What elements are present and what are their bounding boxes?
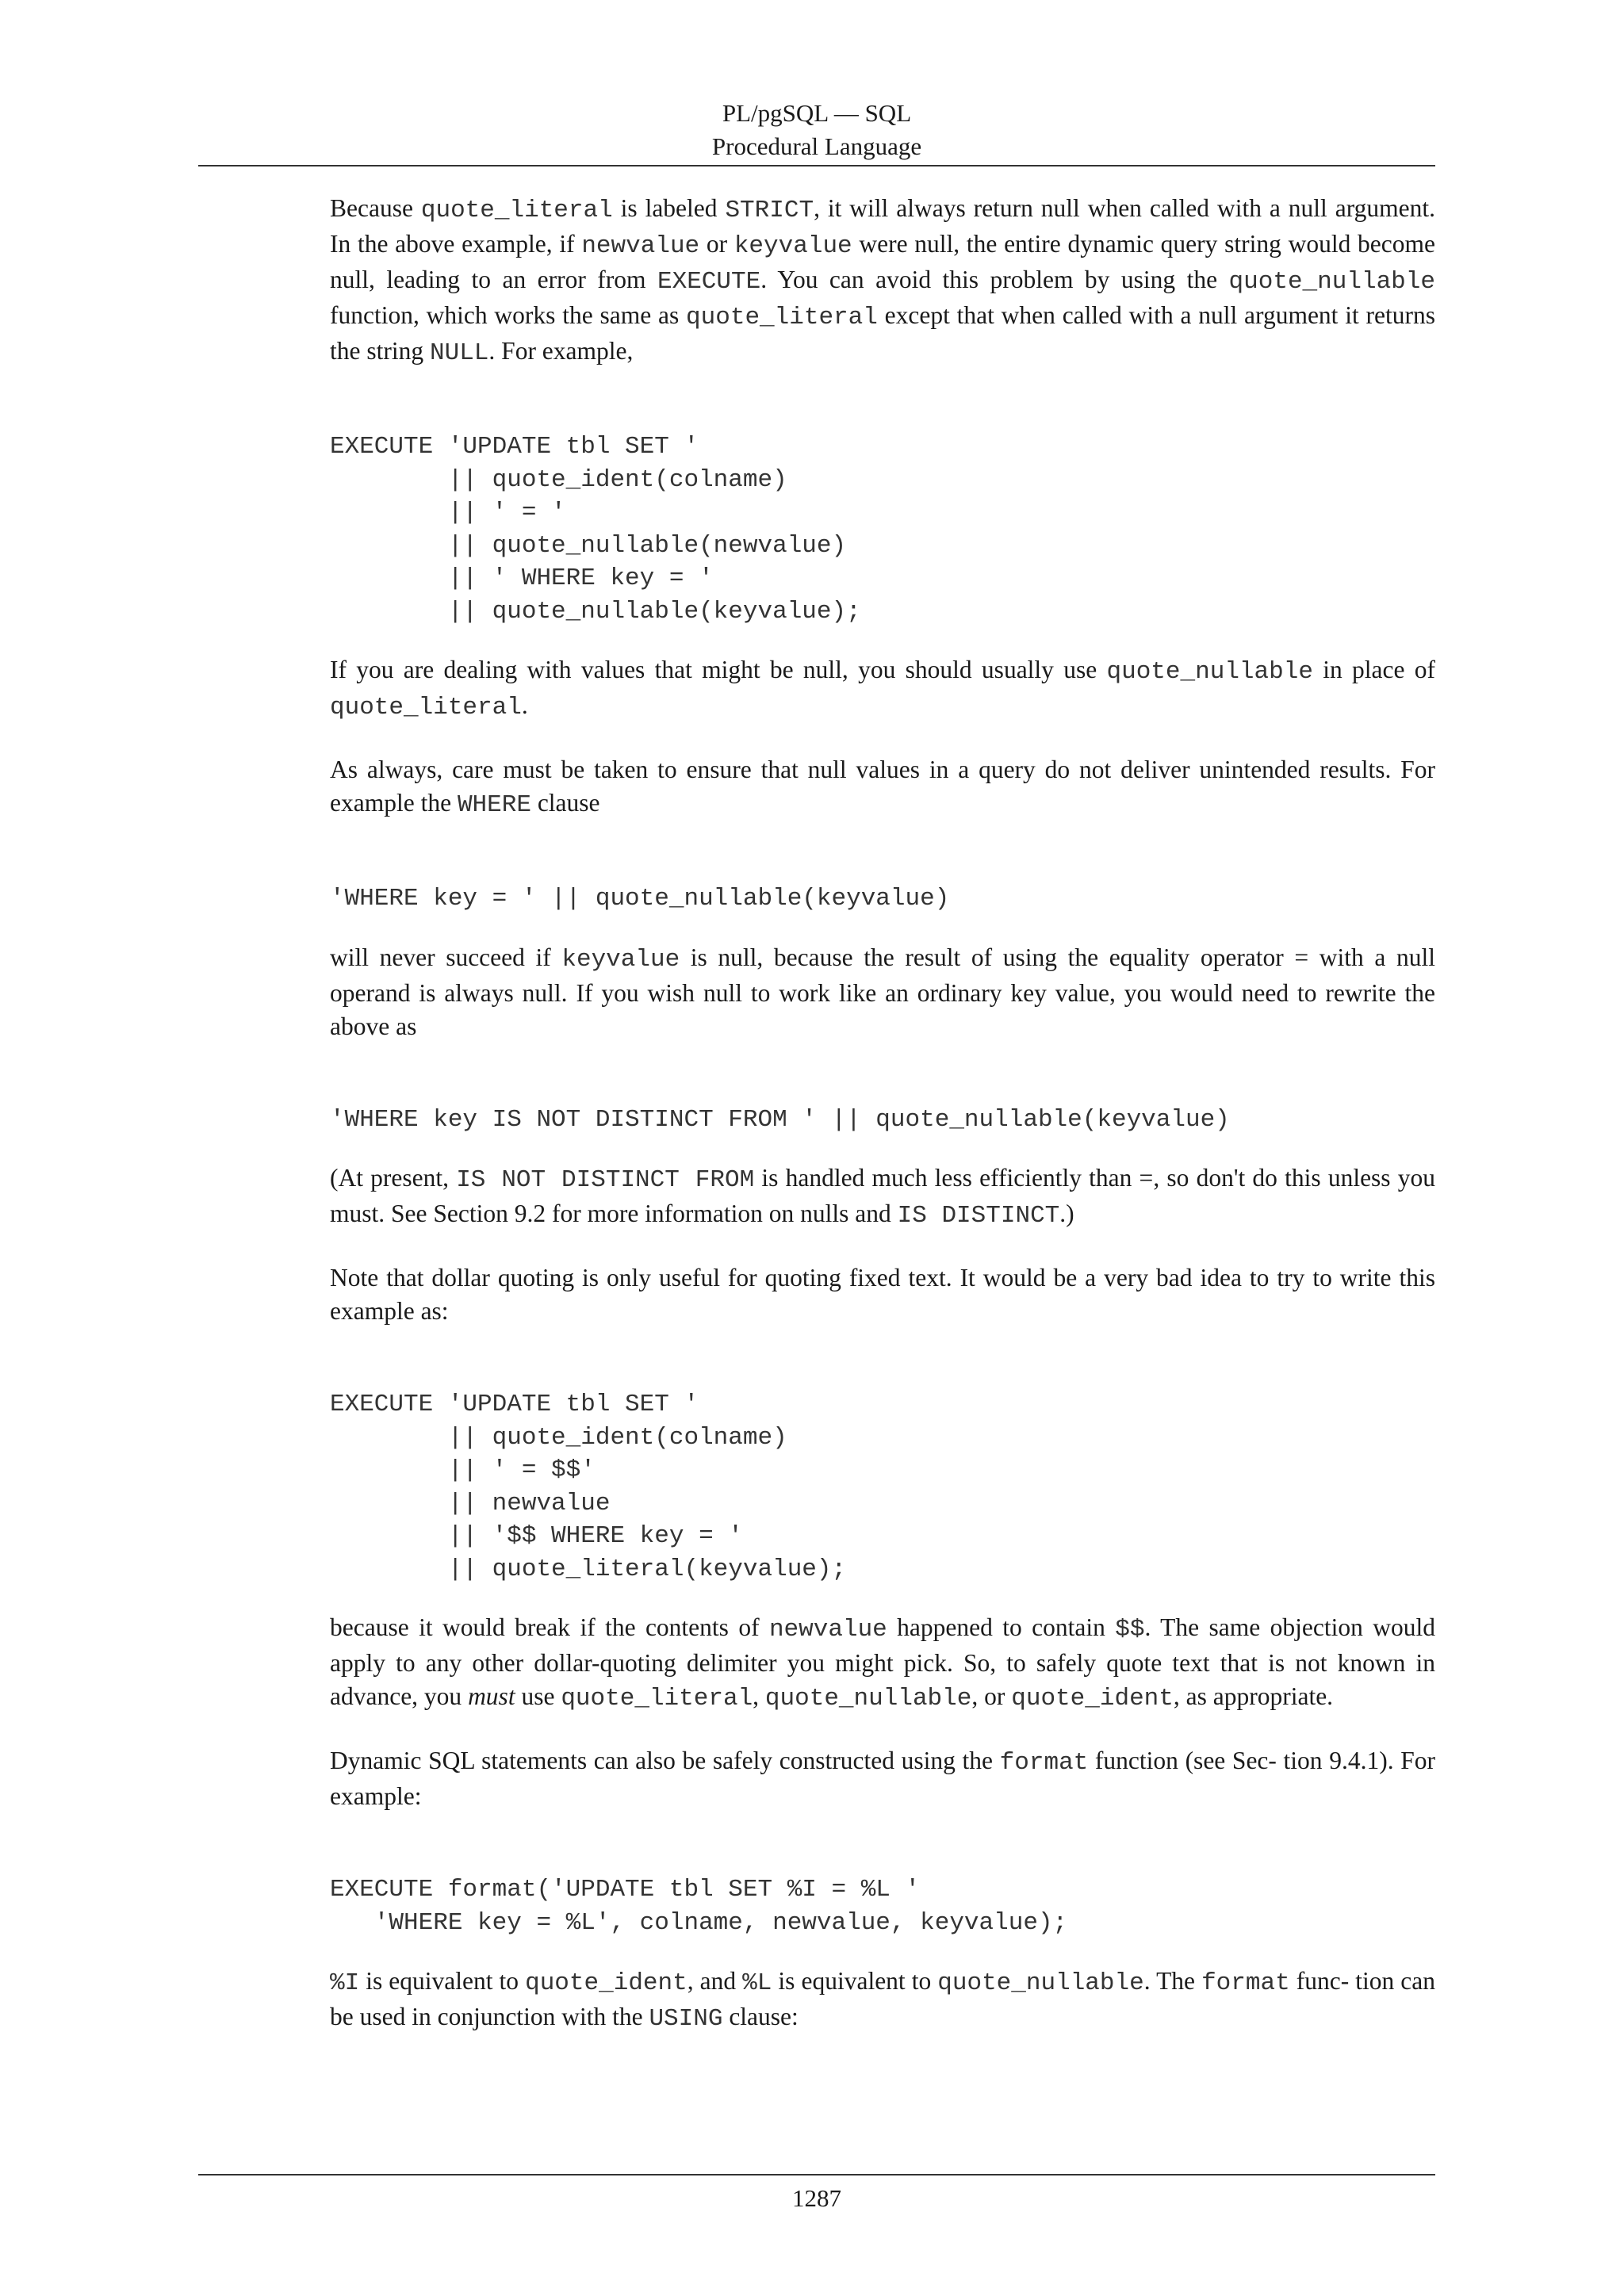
paragraph-strict-null <box>330 192 1435 370</box>
inline-code: format <box>999 1749 1089 1777</box>
inline-code: %I <box>330 1969 360 1997</box>
text: , as appropriate. <box>1173 1682 1334 1710</box>
inline-code: quote_nullable <box>1228 268 1435 296</box>
code-block-dollar-quoting: EXECUTE 'UPDATE tbl SET ' || quote_ident(colname) || ' = $$' || newvalue || '$$ WHERE key = ' || quote_literal(keyvalue); <box>330 1391 847 1583</box>
text: will never succeed if <box>330 943 562 971</box>
inline-code: quote_literal <box>561 1685 753 1712</box>
inline-code: NULL <box>430 339 489 367</box>
text: , it will always return null when called with a null argument. In the above example, if <box>330 194 1435 258</box>
header-rule <box>198 165 1435 166</box>
text: , or <box>971 1682 1012 1710</box>
inline-code: STRICT <box>725 197 814 224</box>
inline-code: newvalue <box>768 1616 887 1644</box>
text: .) <box>1059 1200 1074 1227</box>
text: (At present, <box>330 1164 457 1192</box>
header-title-line1: PL/pgSQL — SQL <box>722 99 912 127</box>
inline-code: quote_nullable <box>937 1969 1144 1997</box>
paragraph-break-contents <box>330 1611 1435 1716</box>
paragraph-dollar-quoting <box>330 1261 1435 1328</box>
text: Note that dollar quoting is only useful for quoting fixed text. It would be a very bad idea to try to write this example as: <box>330 1264 1435 1325</box>
text: clause: <box>722 2003 799 2030</box>
code-block-format: EXECUTE format('UPDATE tbl SET %I = %L ' 'WHERE key = %L', colname, newvalue, keyvalue); <box>330 1876 1068 1937</box>
inline-code: USING <box>649 2005 723 2033</box>
text: Because <box>330 194 421 222</box>
code-block-where-clause: 'WHERE key = ' || quote_nullable(keyvalue) <box>330 885 950 913</box>
text: func- tion can be used in conjunction with the <box>330 1967 1435 2030</box>
text: or <box>699 230 734 258</box>
header-title-line2: Procedural Language <box>711 132 922 160</box>
text: , and <box>687 1967 743 1995</box>
inline-code: quote_nullable <box>1106 658 1313 686</box>
paragraph-at-present <box>330 1161 1435 1233</box>
text: is equivalent to <box>359 1967 526 1995</box>
text: function (see Sec- tion 9.4.1). For example: <box>330 1747 1435 1810</box>
inline-code: quote_literal <box>686 304 878 331</box>
text: is equivalent to <box>772 1967 938 1995</box>
inline-code: keyvalue <box>561 945 680 974</box>
inline-code: IS DISTINCT <box>897 1202 1060 1230</box>
inline-code: format <box>1201 1969 1290 1997</box>
text: As always, care must be taken to ensure that null values in a query do not deliver unintended results. For example the <box>330 756 1435 817</box>
paragraph-format-equivalence <box>330 1965 1435 2036</box>
text: , <box>753 1682 765 1710</box>
text: is null, because the result of using the equality operator = with a null operand is always null. If you wish null to work like an ordinary key value, you would need to rewrite the above as <box>330 943 1435 1040</box>
text: in place of <box>1312 656 1436 683</box>
emphasis: must <box>468 1682 515 1710</box>
inline-code: quote_nullable <box>764 1685 972 1712</box>
text: is handled much less efficiently than =, so don't do this unless you must. See Section 9.2 for more information on nulls and <box>330 1164 1436 1227</box>
text: because it would break if the contents of <box>330 1613 769 1641</box>
inline-code: WHERE <box>457 791 531 819</box>
footer-rule <box>198 2174 1435 2175</box>
inline-code: %L <box>742 1969 772 1997</box>
text: . For example, <box>488 337 634 365</box>
text: . The same objection would apply to any other dollar-quoting delimiter you might pick. So, to safely quote text that is not known in advance, you <box>330 1613 1436 1710</box>
text: is labeled <box>612 194 726 222</box>
code-block-is-not-distinct: 'WHERE key IS NOT DISTINCT FROM ' || quote_nullable(keyvalue) <box>330 1105 1230 1134</box>
inline-code: IS NOT DISTINCT FROM <box>456 1166 755 1194</box>
inline-code: EXECUTE <box>657 268 761 296</box>
page-header <box>198 97 1435 163</box>
paragraph-never-succeed <box>330 941 1435 1043</box>
inline-code: keyvalue <box>733 232 852 260</box>
page-number: 1287 <box>792 2184 841 2212</box>
text: . You can avoid this problem by using the <box>760 266 1229 293</box>
code-block-quote-nullable: EXECUTE 'UPDATE tbl SET ' || quote_ident(colname) || ' = ' || quote_nullable(newvalue) || ' WHERE key = ' || quote_nullable(keyvalue); <box>330 433 861 626</box>
text: happened to contain <box>887 1613 1116 1641</box>
inline-code: quote_ident <box>525 1969 688 1997</box>
text: were null, the entire dynamic query string would become null, leading to an error from <box>330 230 1435 293</box>
inline-code: quote_literal <box>330 694 522 721</box>
paragraph-null-care <box>330 753 1435 822</box>
paragraph-use-quote-nullable <box>330 653 1435 725</box>
text: If you are dealing with values that might be null, you should usually use <box>330 656 1107 683</box>
inline-code: quote_ident <box>1011 1685 1174 1712</box>
text: Dynamic SQL statements can also be safely constructed using the <box>330 1747 1000 1774</box>
text: clause <box>530 789 600 817</box>
text: . <box>521 691 528 719</box>
text: except that when called with a null argument it returns the string <box>330 301 1435 365</box>
inline-code: newvalue <box>581 232 700 260</box>
text: . The <box>1143 1967 1202 1995</box>
paragraph-format-function <box>330 1744 1435 1813</box>
text: function, which works the same as <box>330 301 687 329</box>
inline-code: $$ <box>1115 1616 1145 1644</box>
page-content <box>330 192 1435 2036</box>
text: use <box>515 1682 561 1710</box>
inline-code: quote_literal <box>420 197 613 224</box>
